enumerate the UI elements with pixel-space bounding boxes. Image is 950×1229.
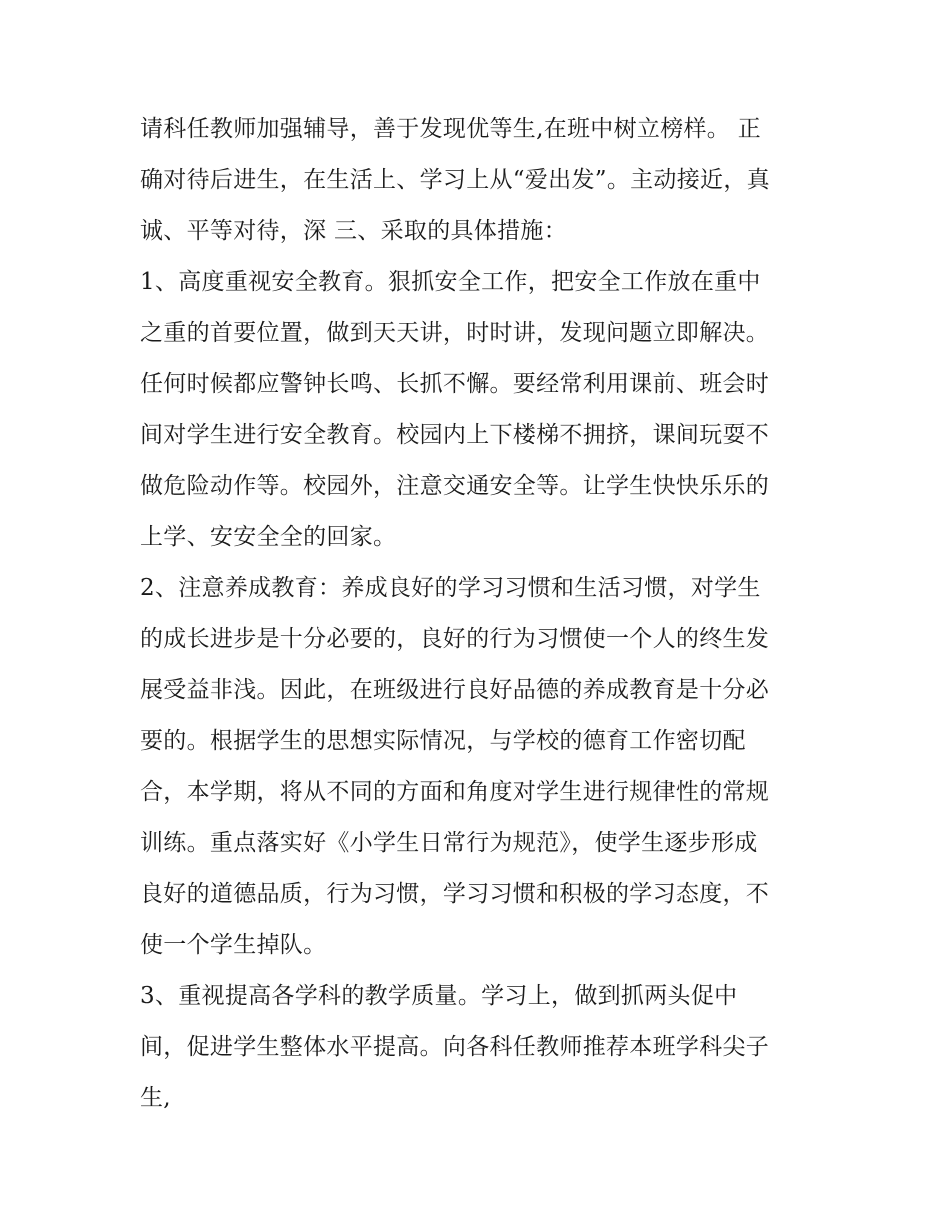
text-line: 3、重视提高各学科的教学质量。学习上，做到抓两头促中 [140, 983, 738, 1009]
text-line: 诚、平等对待，深 三、采取的具体措施： [140, 218, 568, 244]
text-line: 确对待后进生，在生活上、学习上从“爱出发”。主动接近，真 [140, 167, 770, 193]
text-line: 的成长进步是十分必要的，良好的行为习惯使一个人的终生发 [140, 626, 770, 652]
text-line: 请科任教师加强辅导，善于发现优等生,在班中树立榜样。 正 [140, 116, 762, 142]
text-line: 任何时候都应警钟长鸣、长抓不懈。要经常利用课前、班会时 [140, 371, 770, 397]
text-line: 生, [140, 1085, 171, 1111]
text-line: 要的。根据学生的思想实际情况，与学校的德育工作密切配 [140, 728, 746, 754]
text-line: 做危险动作等。校园外，注意交通安全等。让学生快快乐乐的 [140, 473, 770, 499]
text-line: 展受益非浅。因此，在班级进行良好品德的养成教育是十分必 [140, 677, 770, 703]
text-line: 使一个学生掉队。 [140, 932, 327, 958]
text-line: 之重的首要位置，做到天天讲，时时讲，发现问题立即解决。 [140, 320, 770, 346]
body-text [140, 104, 830, 1124]
text-line: 2、注意养成教育：养成良好的学习习惯和生活习惯，对学生 [140, 575, 761, 601]
text-line: 间对学生进行安全教育。校园内上下楼梯不拥挤，课间玩耍不 [140, 422, 770, 448]
text-line: 训练。重点落实好《小学生日常行为规范》，使学生逐步形成 [140, 830, 758, 856]
text-line: 1、高度重视安全教育。狠抓安全工作，把安全工作放在重中 [140, 269, 761, 295]
text-line: 合，本学期，将从不同的方面和角度对学生进行规律性的常规 [140, 779, 770, 805]
text-line: 良好的道德品质，行为习惯，学习习惯和积极的学习态度，不 [140, 881, 770, 907]
text-line: 上学、安安全全的回家。 [140, 524, 397, 550]
text-line: 间，促进学生整体水平提高。向各科任教师推荐本班学科尖子 [140, 1034, 770, 1060]
